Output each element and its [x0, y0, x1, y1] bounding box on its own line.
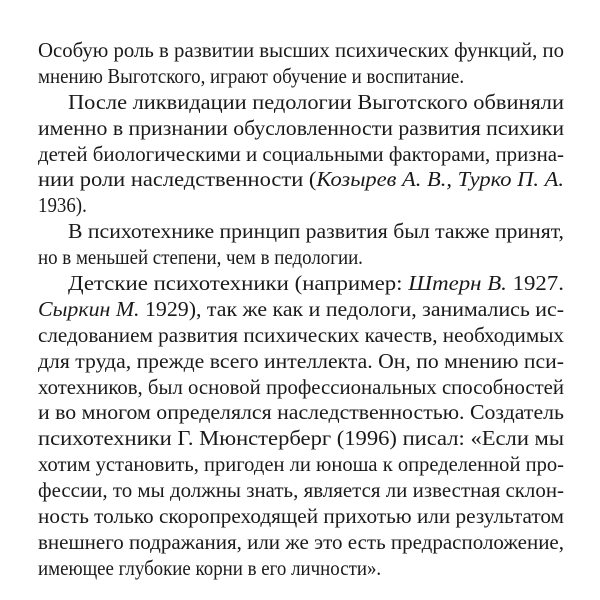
body-text: имеющее глубокие корни в его личности».	[38, 555, 382, 580]
text-line	[38, 167, 600, 193]
text-line	[38, 90, 599, 116]
text-line	[38, 504, 570, 530]
document-page	[38, 38, 564, 582]
text-line	[38, 426, 600, 452]
citation-text: Сыркин М.	[38, 296, 140, 321]
body-text: фессии, то мы должны знать, является ли известная склон-	[38, 478, 564, 503]
text-line	[38, 530, 564, 556]
body-text: для труда, прежде всего интеллекта. Он, по мнению пси-	[38, 348, 564, 373]
body-text: 1929), так же как и педологи, занимались ис-	[139, 296, 564, 321]
text-line	[38, 64, 511, 90]
text-line	[38, 556, 511, 582]
text-line	[38, 374, 564, 401]
text-line	[38, 297, 586, 323]
text-line	[38, 142, 562, 168]
body-text: мнению Выготского, играют обучение и воспитание.	[38, 63, 465, 88]
body-text: внешнего подражания, или же это есть предрасположение,	[38, 529, 564, 554]
body-text: хотехников, был основой профессиональных способностей	[38, 374, 564, 399]
text-line	[38, 38, 564, 64]
text-line	[38, 323, 568, 349]
body-text: Детские психотехники (например:	[67, 271, 409, 296]
citation-text: Штерн В.	[408, 271, 507, 296]
citation-text: Козырев А. В., Турко П. А.	[316, 167, 564, 192]
text-line	[38, 219, 582, 245]
text-line	[38, 245, 511, 271]
body-text: Особую роль в развитии высших психических функций, по	[38, 38, 564, 62]
body-text: В психотехнике принцип развития был также принят,	[67, 219, 564, 244]
body-text: и во многом определялся наследственностью. Создатель	[38, 400, 564, 425]
body-text: ность только скоропреходящей прихотью или результатом	[38, 504, 564, 529]
text-line	[38, 116, 584, 142]
body-text: именно в признании обусловленности развития психики	[38, 115, 564, 140]
text-line	[38, 452, 564, 478]
text-line	[38, 349, 581, 375]
text-line	[38, 193, 511, 219]
body-text: 1936).	[38, 193, 87, 218]
body-text: следованием развития психических качеств, необходимых	[38, 322, 565, 347]
body-text: психотехники Г. Мюнстерберг (1996) писал: «Если мы	[38, 426, 564, 451]
text-line	[38, 400, 585, 426]
body-text: 1927.	[506, 271, 564, 296]
body-text: но в меньшей степени, чем в педологии.	[38, 245, 363, 270]
text-line	[38, 271, 600, 297]
body-text: детей биологическими и социальными факторами, призна-	[38, 141, 564, 166]
body-text: нии роли наследственности (	[38, 167, 317, 192]
body-text: После ликвидации педологии Выготского обвиняли	[67, 89, 564, 114]
text-line	[38, 478, 562, 504]
body-text: хотим установить, пригоден ли юноша к определенной про-	[38, 452, 564, 477]
